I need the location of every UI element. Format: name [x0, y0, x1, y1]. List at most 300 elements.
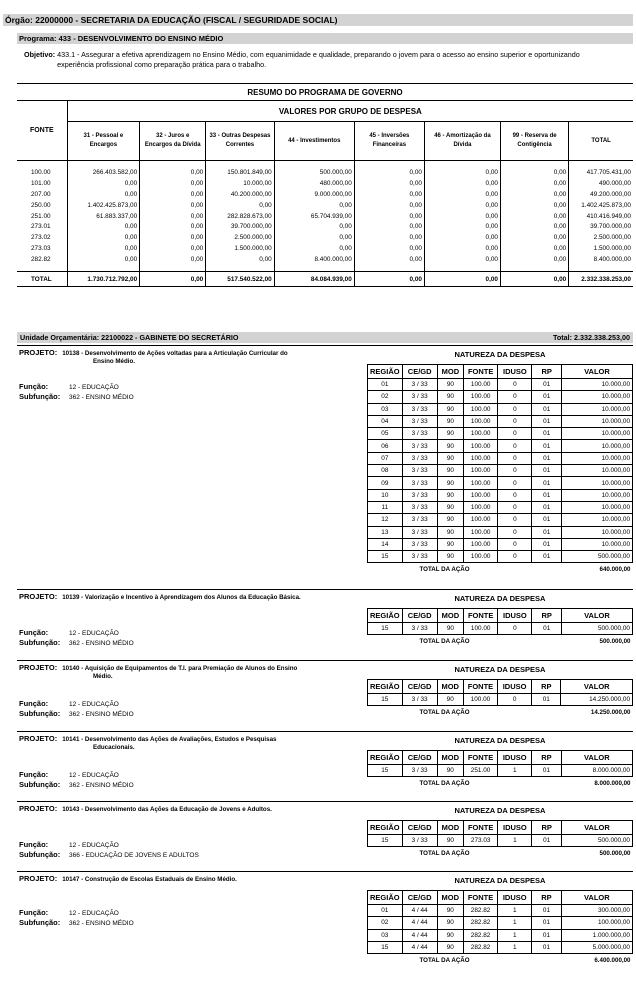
nd-cell: 0 [498, 623, 532, 635]
resumo-row [17, 189, 633, 200]
nd-row [368, 440, 633, 452]
nd-cell: 01 [532, 465, 561, 477]
resumo-table [17, 83, 633, 287]
nd-row [368, 452, 633, 464]
value-cell: 2.500.000,00 [569, 232, 633, 243]
nd-header: RP [532, 751, 561, 765]
project-separator [17, 660, 633, 661]
nd-header: VALOR [561, 609, 632, 623]
nd-cell: 90 [437, 403, 463, 415]
dash: - [79, 350, 85, 357]
nd-cell: 4 / 44 [402, 905, 437, 917]
value-cell: 0,00 [140, 232, 206, 243]
project-title [19, 663, 359, 680]
nd-header: FONTE [463, 751, 497, 765]
nd-cell: 100.00 [464, 623, 498, 635]
value-cell: 10.000,00 [206, 178, 274, 189]
subfuncao-value: 366 - EDUCAÇÃO DE JOVENS E ADULTOS [69, 852, 199, 859]
total-acao-label: TOTAL DA AÇÃO [368, 954, 562, 967]
nd-cell: 02 [368, 917, 403, 929]
funcao-line [19, 840, 119, 850]
nd-cell: 90 [437, 391, 463, 403]
project-separator [17, 731, 633, 732]
nd-cell: 90 [437, 941, 463, 953]
natureza-table [367, 608, 633, 647]
nd-cell: 1 [498, 917, 532, 929]
nd-cell: 3 / 33 [402, 465, 437, 477]
value-cell: 65.704.939,00 [274, 211, 354, 222]
project-title [19, 592, 359, 602]
nd-cell: 10.000,00 [561, 501, 632, 513]
nd-header: VALOR [561, 821, 632, 835]
nd-cell: 90 [437, 428, 463, 440]
total-cell: 517.540.522,00 [206, 272, 274, 287]
nd-cell: 10.000,00 [561, 403, 632, 415]
projeto-label: PROJETO: [19, 804, 58, 813]
nd-row [368, 403, 633, 415]
nd-cell: 100.00 [464, 403, 498, 415]
nd-cell: 01 [532, 391, 561, 403]
nd-cell: 90 [437, 440, 463, 452]
nd-cell: 3 / 33 [402, 379, 437, 391]
nd-cell: 100.000,00 [561, 917, 632, 929]
nd-cell: 01 [532, 905, 561, 917]
nd-header: IDUSO [498, 751, 532, 765]
nd-cell: 01 [368, 379, 403, 391]
project-code: 10141 [62, 736, 80, 743]
project-name: Desenvolvimento das Ações de Avaliações, Estudos e Pesquisas [84, 736, 277, 743]
nd-header: CE/GD [402, 609, 437, 623]
value-cell: 49.200.000,00 [569, 189, 633, 200]
resumo-row [17, 167, 633, 178]
natureza-table [367, 890, 633, 966]
project-title [19, 348, 359, 365]
subfuncao-line [19, 780, 134, 790]
nd-cell: 01 [532, 941, 561, 953]
projeto-label: PROJETO: [19, 592, 58, 601]
project-separator [17, 801, 633, 802]
nd-cell: 5.000.000,00 [561, 941, 632, 953]
funcao-label: Função: [19, 840, 49, 849]
nd-header: RP [532, 609, 561, 623]
value-cell: 0,00 [67, 221, 140, 232]
nd-cell: 100.00 [464, 440, 498, 452]
nd-header: REGIÃO [368, 891, 403, 905]
funcao-label: Função: [19, 770, 49, 779]
nd-header: IDUSO [498, 365, 532, 379]
project-name-cont: Educacionais. [93, 744, 135, 751]
value-cell: 0,00 [67, 254, 140, 265]
total-cell: 0,00 [140, 272, 206, 287]
col-header: 45 - Inversões Financeiras [354, 122, 424, 161]
subfuncao-value: 362 - ENSINO MÉDIO [69, 640, 134, 647]
nd-cell: 06 [368, 440, 403, 452]
nd-cell: 10.000,00 [561, 514, 632, 526]
nd-row [368, 917, 633, 929]
nd-row [368, 929, 633, 941]
nd-cell: 01 [532, 551, 561, 563]
value-cell: 0,00 [274, 232, 354, 243]
resumo-row [17, 211, 633, 222]
project-name: Construção de Escolas Estaduais de Ensino Médio. [84, 876, 237, 883]
subfuncao-label: Subfunção: [19, 918, 61, 927]
project-code: 10140 [62, 665, 80, 672]
value-cell: 40.200.000,00 [206, 189, 274, 200]
nd-header: VALOR [561, 891, 632, 905]
nd-cell: 90 [437, 905, 463, 917]
value-cell: 9.000.000,00 [274, 189, 354, 200]
nd-cell: 15 [368, 623, 403, 635]
nd-cell: 0 [498, 514, 532, 526]
nd-cell: 90 [437, 415, 463, 427]
unidade-total: Total: 2.332.338.253,00 [553, 333, 630, 342]
nd-cell: 90 [437, 917, 463, 929]
nd-cell: 01 [532, 835, 561, 847]
project-name: Desenvolvimento das Ações da Educação de Jovens e Adultos. [84, 806, 272, 813]
resumo-row [17, 178, 633, 189]
objetivo-label: Objetivo: [24, 50, 56, 59]
nd-cell: 100.00 [464, 391, 498, 403]
value-cell: 0,00 [424, 167, 500, 178]
total-cell: 84.084.939,00 [274, 272, 354, 287]
nd-header: VALOR [561, 680, 633, 694]
value-cell: 0,00 [67, 178, 140, 189]
resumo-row [17, 221, 633, 232]
total-acao-value: 500.000,00 [561, 635, 632, 648]
nd-cell: 500.000,00 [561, 835, 632, 847]
nd-cell: 0 [498, 440, 532, 452]
nd-cell: 14 [368, 538, 403, 550]
nd-cell: 01 [532, 415, 561, 427]
nd-header: FONTE [463, 680, 497, 694]
value-cell: 0,00 [500, 243, 568, 254]
value-cell: 266.403.582,00 [67, 167, 140, 178]
nd-cell: 500.000,00 [561, 551, 632, 563]
value-cell: 480.000,00 [274, 178, 354, 189]
value-cell: 0,00 [424, 232, 500, 243]
nd-cell: 100.00 [464, 477, 498, 489]
dash: - [79, 736, 85, 743]
nd-cell: 0 [498, 501, 532, 513]
nd-header: CE/GD [402, 891, 437, 905]
funcao-label: Função: [19, 628, 49, 637]
nd-cell: 15 [368, 694, 403, 706]
nd-row [368, 501, 633, 513]
nd-cell: 90 [437, 551, 463, 563]
nd-cell: 01 [532, 514, 561, 526]
total-acao-label: TOTAL DA AÇÃO [368, 635, 562, 648]
nd-cell: 01 [532, 428, 561, 440]
nd-cell: 282.82 [463, 929, 497, 941]
projeto-label: PROJETO: [19, 348, 58, 357]
nd-cell: 10.000,00 [561, 415, 632, 427]
nd-cell: 0 [498, 379, 532, 391]
fonte-cell: 207.00 [31, 190, 51, 198]
nd-header: REGIÃO [368, 365, 403, 379]
funcao-line [19, 699, 119, 709]
fonte-cell: 273.02 [31, 234, 51, 242]
fonte-cell: 250.00 [31, 201, 51, 209]
value-cell: 0,00 [140, 189, 206, 200]
value-cell: 0,00 [206, 200, 274, 211]
nd-cell: 03 [368, 403, 403, 415]
nd-cell: 282.82 [463, 917, 497, 929]
resumo-total-row [17, 272, 633, 287]
nd-cell: 0 [498, 694, 532, 706]
value-cell: 0,00 [354, 167, 424, 178]
value-cell: 0,00 [424, 221, 500, 232]
nd-cell: 90 [437, 514, 463, 526]
nd-row [368, 538, 633, 550]
nd-cell: 10.000,00 [561, 526, 632, 538]
col-header: 44 - Investimentos [274, 122, 354, 161]
value-cell: 0,00 [424, 254, 500, 265]
project-block [17, 592, 633, 661]
nd-cell: 01 [532, 538, 561, 550]
total-acao-row [368, 847, 633, 860]
value-cell: 0,00 [500, 254, 568, 265]
nd-cell: 10.000,00 [561, 477, 632, 489]
value-cell: 1.402.425.873,00 [569, 200, 633, 211]
nd-header: MOD [437, 609, 463, 623]
project-block [17, 734, 633, 802]
nd-cell: 3 / 33 [402, 489, 437, 501]
nd-header: RP [532, 680, 561, 694]
nd-cell: 01 [532, 917, 561, 929]
value-cell: 0,00 [140, 243, 206, 254]
value-cell: 0,00 [500, 211, 568, 222]
subfuncao-label: Subfunção: [19, 638, 61, 647]
fonte-cell: 100.00 [31, 168, 51, 176]
nd-header: FONTE [463, 891, 497, 905]
nd-cell: 251.00 [463, 765, 497, 777]
nd-header: IDUSO [498, 891, 532, 905]
nd-row [368, 526, 633, 538]
nd-cell: 07 [368, 452, 403, 464]
nd-cell: 01 [532, 501, 561, 513]
funcao-value: 12 - EDUCAÇÃO [69, 701, 119, 708]
nd-cell: 3 / 33 [402, 477, 437, 489]
total-cell: 0,00 [354, 272, 424, 287]
unidade-label: Unidade Orçamentária: 22100022 - GABINETE DO SECRETÁRIO [20, 333, 239, 342]
fonte-header: FONTE [17, 101, 67, 161]
nd-cell: 100.00 [464, 514, 498, 526]
value-cell: 0,00 [67, 189, 140, 200]
nd-cell: 1 [498, 835, 532, 847]
nd-cell: 15 [368, 835, 403, 847]
nd-header: FONTE [464, 821, 498, 835]
value-cell: 0,00 [274, 200, 354, 211]
nd-row [368, 941, 633, 953]
natureza-title: NATUREZA DA DESPESA [454, 806, 546, 815]
resumo-row [17, 254, 633, 265]
nd-cell: 1 [498, 929, 532, 941]
nd-cell: 3 / 33 [402, 415, 437, 427]
dash: - [79, 665, 85, 672]
subfuncao-value: 362 - ENSINO MÉDIO [69, 711, 134, 718]
projeto-label: PROJETO: [19, 663, 58, 672]
nd-header: MOD [437, 365, 463, 379]
value-cell: 0,00 [500, 178, 568, 189]
nd-row [368, 694, 633, 706]
total-acao-value: 500.000,00 [561, 847, 632, 860]
nd-cell: 01 [532, 379, 561, 391]
value-cell: 282.828.673,00 [206, 211, 274, 222]
nd-cell: 0 [498, 452, 532, 464]
fonte-cell: 273.03 [31, 245, 51, 253]
nd-header: IDUSO [498, 821, 532, 835]
nd-cell: 3 / 33 [402, 428, 437, 440]
dash: - [79, 594, 85, 601]
project-code: 10143 [62, 806, 80, 813]
project-code: 10138 [62, 350, 80, 357]
nd-header: FONTE [464, 609, 498, 623]
nd-cell: 01 [532, 477, 561, 489]
nd-cell: 90 [437, 765, 463, 777]
total-acao-value: 640.000,00 [561, 563, 632, 576]
resumo-row [17, 232, 633, 243]
projeto-label: PROJETO: [19, 734, 58, 743]
natureza-title: NATUREZA DA DESPESA [454, 736, 546, 745]
nd-cell: 8.000.000,00 [561, 765, 632, 777]
nd-header: MOD [437, 751, 463, 765]
nd-cell: 10.000,00 [561, 391, 632, 403]
nd-cell: 100.00 [464, 489, 498, 501]
value-cell: 0,00 [140, 167, 206, 178]
nd-cell: 100.00 [464, 538, 498, 550]
nd-cell: 0 [498, 551, 532, 563]
nd-cell: 3 / 33 [402, 403, 437, 415]
total-label: TOTAL [17, 272, 67, 287]
value-cell: 0,00 [140, 211, 206, 222]
nd-cell: 100.00 [464, 465, 498, 477]
value-cell: 0,00 [500, 232, 568, 243]
fonte-cell: 273.01 [31, 223, 51, 231]
value-cell: 150.801.849,00 [206, 167, 274, 178]
value-cell: 410.416.949,00 [569, 211, 633, 222]
project-block [17, 348, 633, 590]
total-acao-label: TOTAL DA AÇÃO [368, 706, 561, 719]
nd-cell: 01 [532, 929, 561, 941]
value-cell: 0,00 [354, 221, 424, 232]
nd-cell: 01 [532, 489, 561, 501]
value-cell: 0,00 [274, 243, 354, 254]
project-block [17, 663, 633, 732]
nd-cell: 10.000,00 [561, 440, 632, 452]
nd-row [368, 514, 633, 526]
nd-cell: 3 / 33 [402, 694, 437, 706]
total-acao-row [368, 954, 633, 967]
nd-cell: 282.82 [463, 941, 497, 953]
project-title [19, 734, 359, 751]
project-code: 10147 [62, 876, 80, 883]
nd-cell: 3 / 33 [402, 391, 437, 403]
nd-cell: 4 / 44 [402, 929, 437, 941]
nd-header: REGIÃO [368, 680, 403, 694]
nd-cell: 0 [498, 415, 532, 427]
resumo-row [17, 200, 633, 211]
orgao-header: Órgão: 22000000 - SECRETARIA DA EDUCAÇÃO (FISCAL / SEGURIDADE SOCIAL) [3, 14, 633, 26]
col-header: TOTAL [569, 122, 633, 161]
nd-cell: 3 / 33 [402, 623, 437, 635]
programa-header: Programa: 433 - DESENVOLVIMENTO DO ENSINO MÉDIO [17, 33, 633, 44]
objetivo-text: 433.1 - Assegurar a efetiva aprendizagem no Ensino Médio, com equanimidade e qualidade, preparando o jovem para o acesso ao ensino superior e oportunizando experiência profissional como preparação prática para o trabalho. [57, 50, 580, 69]
nd-cell: 4 / 44 [402, 917, 437, 929]
nd-header: IDUSO [498, 680, 532, 694]
funcao-value: 12 - EDUCAÇÃO [69, 384, 119, 391]
subfuncao-line [19, 918, 134, 928]
resumo-row [17, 243, 633, 254]
subfuncao-value: 362 - ENSINO MÉDIO [69, 394, 134, 401]
value-cell: 0,00 [140, 178, 206, 189]
nd-cell: 05 [368, 428, 403, 440]
nd-header: FONTE [464, 365, 498, 379]
value-cell: 2.500.000,00 [206, 232, 274, 243]
nd-cell: 1 [498, 941, 532, 953]
col-header: 99 - Reserva de Contigência [500, 122, 568, 161]
nd-cell: 500.000,00 [561, 623, 632, 635]
value-cell: 0,00 [500, 221, 568, 232]
nd-cell: 100.00 [464, 452, 498, 464]
nd-header: CE/GD [402, 751, 437, 765]
nd-header: RP [532, 365, 561, 379]
nd-header: MOD [437, 821, 463, 835]
nd-cell: 3 / 33 [402, 440, 437, 452]
total-cell: 1.730.712.792,00 [67, 272, 140, 287]
nd-cell: 90 [437, 694, 463, 706]
fonte-cell: 282.82 [31, 256, 51, 264]
nd-cell: 01 [532, 694, 561, 706]
nd-header: REGIÃO [368, 751, 403, 765]
nd-cell: 4 / 44 [402, 941, 437, 953]
total-cell: 2.332.338.253,00 [569, 272, 633, 287]
nd-header: CE/GD [402, 680, 437, 694]
col-header: 32 - Juros e Encargos da Dívida [140, 122, 206, 161]
natureza-title: NATUREZA DA DESPESA [454, 665, 546, 674]
nd-header: MOD [437, 680, 463, 694]
nd-header: VALOR [561, 365, 632, 379]
nd-cell: 3 / 33 [402, 835, 437, 847]
nd-cell: 0 [498, 403, 532, 415]
fonte-cell: 101.00 [31, 179, 51, 187]
project-separator [17, 345, 633, 346]
natureza-title: NATUREZA DA DESPESA [454, 594, 546, 603]
value-cell: 61.883.337,00 [67, 211, 140, 222]
value-cell: 1.500.000,00 [569, 243, 633, 254]
value-cell: 0,00 [140, 221, 206, 232]
nd-cell: 12 [368, 514, 403, 526]
value-cell: 0,00 [424, 189, 500, 200]
nd-cell: 01 [532, 623, 561, 635]
nd-header: REGIÃO [368, 821, 403, 835]
nd-cell: 01 [368, 905, 403, 917]
value-cell: 0,00 [424, 211, 500, 222]
natureza-table [367, 679, 633, 718]
project-separator [17, 589, 633, 590]
nd-cell: 300.000,00 [561, 905, 632, 917]
project-name-cont: Médio. [93, 673, 113, 680]
nd-cell: 01 [532, 765, 561, 777]
nd-cell: 90 [437, 526, 463, 538]
project-name-cont: Ensino Médio. [93, 358, 135, 365]
nd-cell: 90 [437, 477, 463, 489]
nd-row [368, 765, 633, 777]
project-block [17, 874, 633, 984]
nd-row [368, 465, 633, 477]
value-cell: 1.402.425.873,00 [67, 200, 140, 211]
project-block [17, 804, 633, 872]
nd-cell: 0 [498, 391, 532, 403]
